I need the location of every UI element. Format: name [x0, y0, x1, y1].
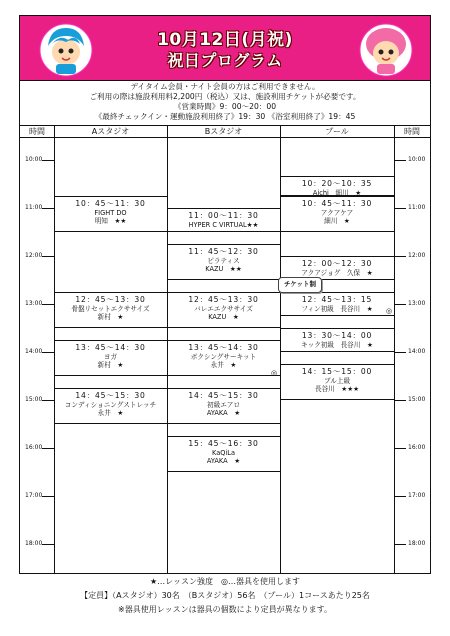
notice-line-4: 《最終チェックイン・運動施設利用終了》19：30 《浴室利用終了》19：45 — [94, 112, 356, 121]
studio-b-lesson[interactable] — [167, 340, 280, 376]
equipment-mark: ◎ — [271, 369, 278, 377]
lesson-time: 12：45～13：30 — [75, 295, 146, 304]
studio-b-lesson[interactable] — [167, 436, 280, 472]
lesson-instructor: KAZU ★★ — [205, 265, 242, 273]
lesson-name: HYPER C VIRTUAL★★ — [188, 221, 259, 229]
pool-lesson[interactable] — [280, 196, 394, 232]
lesson-time: 11：45～12：30 — [188, 247, 259, 256]
hour-tick — [42, 352, 54, 353]
studio-b-lesson[interactable] — [167, 388, 280, 424]
lesson-time: 12：00～12：30 — [301, 259, 373, 268]
studio-b-lesson[interactable] — [167, 244, 280, 280]
pool-lesson[interactable] — [280, 176, 394, 196]
footnote-text: ※器具使用レッスンは器具の個数により定員が異なります。 — [118, 605, 332, 614]
lesson-time: 14：45～15：30 — [75, 391, 146, 400]
lesson-name: ヨガ — [103, 353, 118, 361]
hour-label-left: 13:00 — [25, 300, 43, 307]
lesson-name: アクアケア — [320, 209, 354, 217]
hour-label-left: 16:00 — [25, 444, 43, 451]
page-subtitle: 祝日プログラム — [167, 51, 283, 70]
hour-tick — [394, 448, 406, 449]
hour-label-right: 13:00 — [408, 300, 426, 307]
hour-label-left: 10:00 — [25, 156, 43, 163]
studio-b-lesson[interactable] — [167, 292, 280, 328]
hour-label-right: 10:00 — [408, 156, 426, 163]
lesson-name: アクアジョグ 久保 ★ — [301, 269, 373, 277]
hour-label-left: 15:00 — [25, 396, 43, 403]
hour-label-right: 16:00 — [408, 444, 426, 451]
studio-b-header: Bスタジオ — [167, 126, 280, 138]
lesson-instructor: 永井 ★ — [210, 361, 237, 369]
hour-tick — [394, 496, 406, 497]
lesson-time: 13：30～14：00 — [301, 331, 373, 340]
pool-header: プール — [280, 126, 394, 138]
hour-label-right: 17:00 — [408, 492, 426, 499]
notice-line-2: ご利用の際は施設利用料2,200円（税込）又は、施設利用チケットが必要です。 — [89, 92, 361, 101]
notice-box — [19, 81, 431, 125]
hour-tick — [42, 256, 54, 257]
hour-label-left: 18:00 — [25, 540, 43, 547]
hour-tick — [42, 304, 54, 305]
time-header-left: 時間 — [20, 126, 54, 138]
hour-label-right: 11:00 — [408, 204, 426, 211]
pool-lesson[interactable] — [280, 364, 394, 400]
lesson-instructor: 細川 ★ — [324, 217, 350, 225]
studio-a-header: Aスタジオ — [54, 126, 167, 138]
pool-lesson[interactable] — [280, 292, 394, 316]
lesson-name: バレエエクササイズ — [194, 305, 253, 313]
time-header-right: 時間 — [394, 126, 430, 138]
hour-label-left: 11:00 — [25, 204, 43, 211]
lesson-name: ピラティス — [207, 257, 240, 265]
lesson-instructor: 新村 ★ — [97, 313, 124, 321]
hour-label-right: 15:00 — [408, 396, 426, 403]
lesson-time: 13：45～14：30 — [188, 343, 259, 352]
lesson-instructor: AYAKA ★ — [206, 457, 241, 465]
hour-tick — [42, 160, 54, 161]
lesson-name: 初級エアロ — [207, 401, 240, 409]
hour-tick — [394, 208, 406, 209]
girl-mascot-icon — [358, 20, 414, 78]
lesson-time: 11：00～11：30 — [188, 211, 259, 220]
lesson-time: 15：45～16：30 — [188, 439, 259, 448]
capacity-text: 【定員】（Aスタジオ）30名 （Bスタジオ）56名 （プール）1コースあたり25名 — [80, 591, 370, 600]
hour-label-right: 18:00 — [408, 540, 426, 547]
hour-tick — [42, 208, 54, 209]
legend-text: ★…レッスン強度 ◎…器具を使用します — [149, 577, 301, 586]
title-banner — [19, 15, 431, 81]
hour-tick — [394, 352, 406, 353]
studio-a-lesson[interactable] — [54, 196, 167, 232]
lesson-time: 12：45～13：15 — [301, 295, 373, 304]
lesson-time: 14：15～15：00 — [301, 367, 373, 376]
studio-a-lesson[interactable] — [54, 388, 167, 424]
lesson-name: KaQiLa — [212, 449, 235, 457]
lesson-instructor: 新村 ★ — [97, 361, 124, 369]
hour-label-left: 12:00 — [25, 252, 43, 259]
studio-a-lesson[interactable] — [54, 340, 167, 376]
hour-label-right: 12:00 — [408, 252, 426, 259]
hour-tick — [394, 160, 406, 161]
ticket-callout: チケット制 — [278, 277, 322, 293]
page-title: 10月12日(月祝) — [157, 30, 293, 50]
lesson-name: フィン初級 長谷川 ★ — [301, 305, 373, 313]
lesson-time: 10：45～11：30 — [301, 199, 373, 208]
pool-lesson[interactable] — [280, 328, 394, 352]
schedule-table — [19, 125, 431, 574]
lesson-name: Aichi 細川 ★ — [312, 189, 362, 197]
lesson-time: 13：45～14：30 — [75, 343, 146, 352]
lesson-time: 10：20～10：35 — [301, 179, 373, 188]
lesson-instructor: 長谷川 ★★★ — [314, 385, 360, 393]
hour-label-left: 14:00 — [25, 348, 43, 355]
hour-label-right: 14:00 — [408, 348, 426, 355]
hour-tick — [42, 496, 54, 497]
hour-tick — [394, 544, 406, 545]
studio-a-lesson[interactable] — [54, 292, 167, 328]
lesson-time: 10：45～11：30 — [75, 199, 146, 208]
hour-tick — [394, 256, 406, 257]
lesson-time: 14：45～15：30 — [188, 391, 259, 400]
hour-tick — [42, 400, 54, 401]
equipment-mark: ◎ — [386, 307, 393, 315]
lesson-name: キック初級 長谷川 ★ — [301, 341, 373, 349]
notice-line-3: 《営業時間》9：00～20：00 — [173, 102, 277, 111]
lesson-instructor: 永井 ★ — [97, 409, 124, 417]
column-divider — [394, 126, 395, 573]
hour-label-left: 17:00 — [25, 492, 43, 499]
lesson-name: コンディショニングストレッチ — [64, 401, 157, 409]
hour-tick — [42, 544, 54, 545]
lesson-name: 骨盤リセットエクササイズ — [71, 305, 150, 313]
lesson-instructor: AYAKA ★ — [206, 409, 241, 417]
hour-tick — [394, 400, 406, 401]
hour-tick — [394, 304, 406, 305]
lesson-instructor: 明知 ★★ — [94, 217, 127, 225]
studio-b-lesson[interactable] — [167, 208, 280, 232]
lesson-name: FIGHT DO — [94, 209, 127, 217]
notice-line-1: デイタイム会員・ナイト会員の方はご利用できません。 — [130, 82, 320, 91]
lesson-time: 12：45～13：30 — [188, 295, 259, 304]
lesson-name: ブル上級 — [323, 377, 351, 385]
hour-tick — [42, 448, 54, 449]
lesson-name: ボクシングサーキット — [190, 353, 257, 361]
lesson-instructor: KAZU ★ — [208, 313, 239, 321]
